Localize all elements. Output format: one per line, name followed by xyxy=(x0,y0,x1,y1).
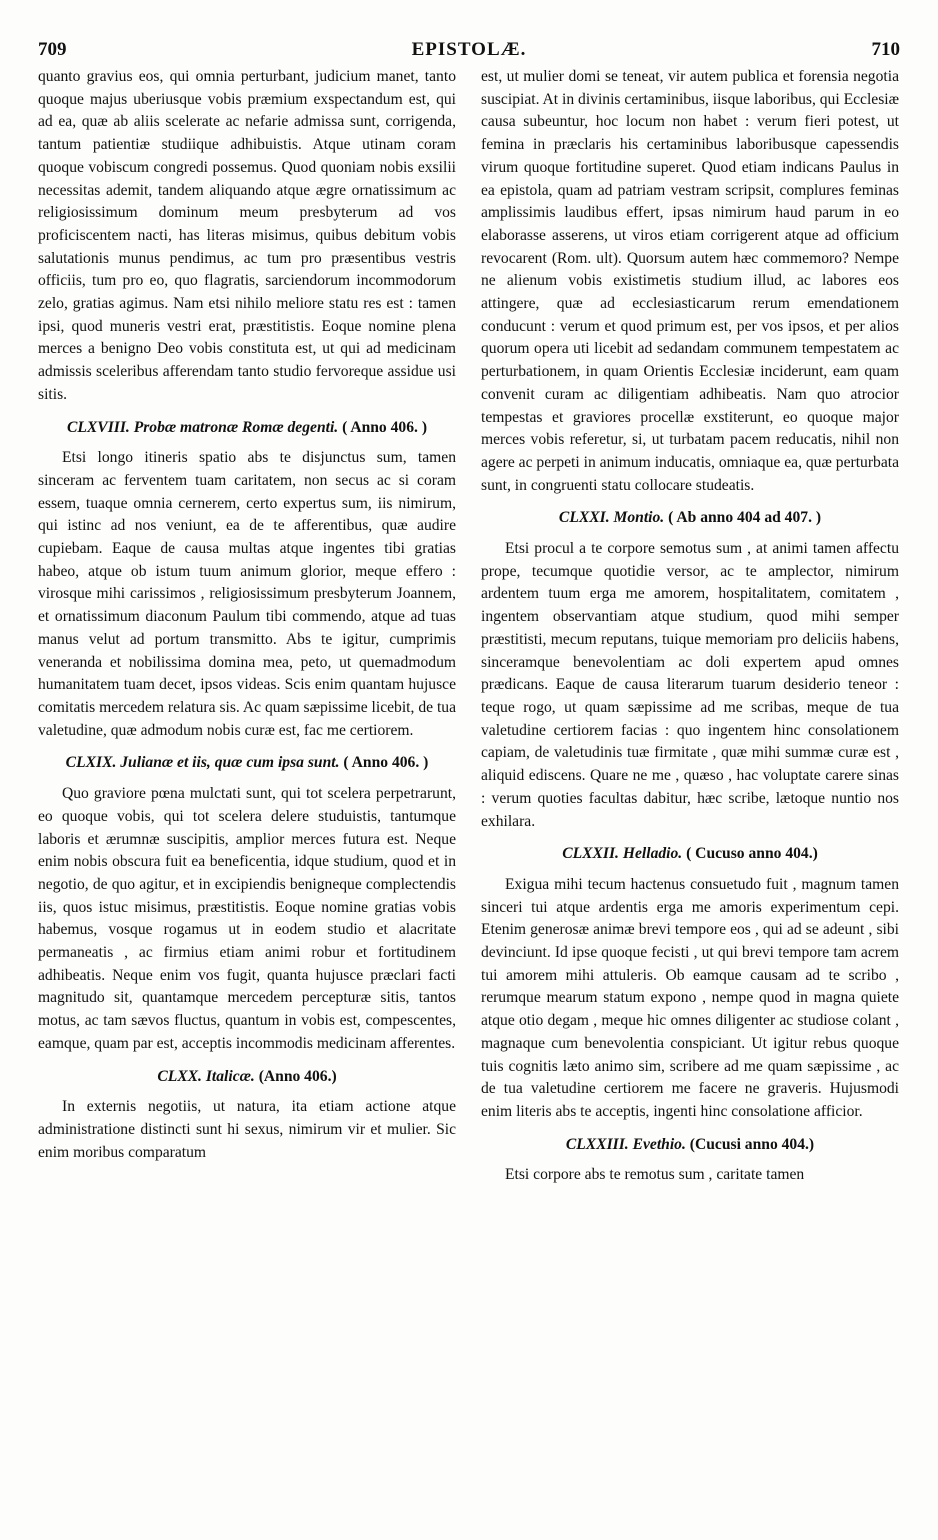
letter-heading xyxy=(481,507,899,530)
letter-title: CLXXI. Montio. xyxy=(558,509,665,527)
paragraph: Exigua mihi tecum hactenus consuetudo fuit , magnum tamen sinceri tui atque ardentis erga me amoris experimentum cepi. Etenim generosæ animæ brevi tempore eos , qui ad se adeunt , sibi devinciunt. Id ipse quoque fecisti , ut qui brevi tempore tam acrem tui amorem mihi attuleris. Ob eamque causam ad te scribo , rerumque mearum statum expono , nempe quod in magna quiete atque otio degam , meque hic omnes diligenter ac studiose colant , magnaque cum benevolentia conspiciant. Ut igitur rebus quoque tuis cognitis læto animo sim, scribere ad me quam sæpissime , ac de tua valetudine certiorem me facere ne graveris. Hujusmodi enim literis abs te acceptis, ingenti hinc consolatione afficior. xyxy=(481,875,899,1120)
letter-heading xyxy=(38,417,456,440)
right-column xyxy=(481,66,899,1187)
paragraph: Etsi procul a te corpore semotus sum , at animi tamen affectu prope, tecumque quotidie versor, ac te amplector, nimirum ardentem tuum erga me amorem, hospitalitatem, comitatem , ingentem observantiam atque studium, quod mihi semper præstitisti, mecum reputans, tuique memoriam pro deliciis habens, sinceramque benevolentiam ac doli expertem apud omnes prædicans. Eaque de causa literarum tuarum desiderio teneor : teque rogo, ut quam sæpissime ad me scribas, meque de tua valetudine certiorem facias : quo ingentem hinc consolationem capiam, de valetudinis tuæ firmitate , quæ mihi summæ curæ est , aliquid ediscens. Quare ne me , quæso , hac voluptate carere sinas : verum quoties facultas dabitur, hæc scribe, lætoque nuntio nos exhilara. xyxy=(481,540,899,830)
letter-heading xyxy=(38,752,456,775)
letter-heading xyxy=(38,1066,456,1089)
page-number-left: 709 xyxy=(38,39,67,60)
letter-date: ( Anno 406. ) xyxy=(343,754,429,772)
running-header xyxy=(38,36,900,64)
paragraph: quanto gravius eos, qui omnia perturbant, judicium manet, tanto quoque majus uberiusque vobis præmium exspectandum est, qui ad ea, quæ ab aliis scelerate ac nefarie admissa sunt, corrigenda, tantum patientiæ studiique adhibuistis. Atque utinam coram quoque vobiscum congredi possemus. Quod quoniam nobis exsilii necessitas ademit, tandem aliquando atque ægre ornatissimum ac religiosissimum dominum meum presbyterum ad vos proficiscentem nacti, has literas misimus, quibus debitum vobis salutationis munus pendimus, ac tum pro præsentibus vestris officiis, tum pro eo, quo flagratis, sarciendorum incommodorum zelo, gratias agimus. Nam etsi nihilo meliore statu res est : tamen ipsi, quod muneris vestri erat, præstitistis. Eoque nomine plena merces a benigno Deo vobis constituta est, ut qui ad medicinam admissis sceleribus afferendam tanto studio fervoreque assidue usi sitis. xyxy=(38,68,456,403)
letter-title: CLXXII. Helladio. xyxy=(562,845,683,863)
letter-heading xyxy=(481,1134,899,1157)
letter-title: CLXXIII. Evethio. xyxy=(565,1135,686,1153)
paragraph: Etsi longo itineris spatio abs te disjunctus sum, tamen sinceram ac ferventem tuam caritatem, non secus ac si coram essem, tuaque omnia cernerem, certo expertus sum, iis nimirum, qui istinc ad nos veniunt, ea de te afferentibus, quæ audire cupiebam. Eaque de causa multas atque ingentes tibi gratias habeo, atque ob istum tuum animum glorior, meque effero : virosque mihi carissimos , religiosissimum presbyterum Joannem, et ornatissimum diaconum Paulum tibi commendo, atque ad tuas manus velut ad portum transmitto. Abs te igitur, cumprimis veneranda et nobilissima domina mea, peto, ut quemadmodum humanitatem tuam decet, ipsos videas. Scis enim quantam hujusce comitatis mercedem relatura sis. Ac quam sæpissime licebit, de tua valetudine, quæ admodum nobis curæ est, fac me certiorem. xyxy=(38,449,456,739)
letter-title: CLXVIII. Probæ matronæ Romæ degenti. xyxy=(66,418,339,436)
letter-date: (Cucusi anno 404.) xyxy=(689,1135,815,1153)
left-column xyxy=(38,66,456,1164)
paragraph: Etsi corpore abs te remotus sum , caritate tamen xyxy=(505,1166,805,1184)
letter-heading xyxy=(481,843,899,866)
paragraph: In externis negotiis, ut natura, ita etiam actione atque administratione distincti sunt hi sexus, nimirum vir et mulier. Sic enim moribus comparatum xyxy=(38,1098,456,1161)
paragraph: Quo graviore pœna mulctati sunt, qui tot scelera perpetrarunt, eo quoque vobis, qui tot scelera delere studuistis, tantumque laboris et ærumnæ suscipitis, amplior merces futura est. Neque enim nobis obscura fuit ea beneficentia, idque studium, quod et in negotio, de quo agitur, et in excipiendis benigneque complectendis iis, quos istuc misimus, præstitistis. Eoque nomine gratias vobis habemus, vosque rogamus ut in eodem studio et alacritate permaneatis , ac firmius etiam animi robur et fortitudinem adhibeatis. Neque enim vos fugit, quanta hujusce præclari facti magnitudo sit, quantamque mercedem percepturæ sitis, tantos motus, ac tam sævos fluctus, quantum in vobis est, compescentes, eamque, quam par est, acceptis incommodis medicinam afferentes. xyxy=(38,785,456,1052)
letter-title: CLXIX. Julianæ et iis, quæ cum ipsa sunt. xyxy=(65,754,340,772)
letter-date: ( Anno 406. ) xyxy=(342,418,428,436)
letter-date: (Anno 406.) xyxy=(258,1067,337,1085)
page-number-right: 710 xyxy=(871,39,900,60)
letter-date: ( Cucuso anno 404.) xyxy=(686,845,818,863)
letter-title: CLXX. Italicæ. xyxy=(157,1067,255,1085)
letter-date: ( Ab anno 404 ad 407. ) xyxy=(668,509,822,527)
paragraph: est, ut mulier domi se teneat, vir autem publica et forensia negotia suscipiat. At in divinis certaminibus, iisque laboribus, qui Ecclesiæ causa subeuntur, hoc locum non habet : verum fieri potest, ut femina in præclaris his certaminibus laboribusque capessendis virum quoque fortitudine superet. Quod etiam indicans Paulus in ea epistola, quam ad patriam vestram scripsit, complures feminas amplissimis laudibus effert, ipsas nimirum haud parum in eo elaborasse asserens, ut viros etiam corrigerent atque ad officium revocarent (Rom. ult). Quorsum autem hæc commemoro? Nempe ne alienum vobis existimetis studium illud, ac labores eos attingere, quæ ad ecclesiasticarum rerum emendationem conducunt : verum et quod primum est, per vos ipsos, et per alios quorum opera uti licebit ad sedandam communem tempestatem ac perturbationem, in quam Orientis Ecclesiæ inciderunt, eam quam convenit curam ac diligentiam adhibeatis. Nam quo atrocior tempestas et graviores procellæ exstiterunt, eo quoque major merces vobis referetur, si, ut turbatam pacem reducatis, nihil non agere ac perpeti in animum inducatis, omniaque ea, quæ perturbata sunt, in congruenti statu collocare studeatis. xyxy=(481,68,899,494)
running-title: EPISTOLÆ. xyxy=(411,39,527,60)
